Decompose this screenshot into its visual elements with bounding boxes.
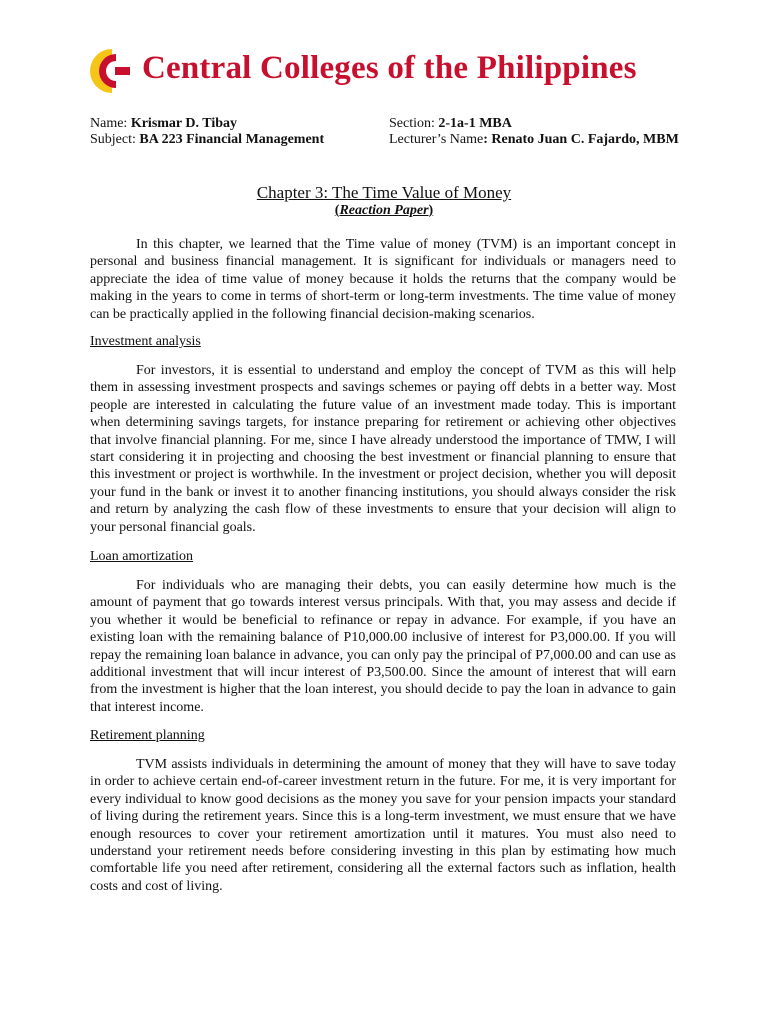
subject: Subject: BA 223 Financial Management	[90, 132, 325, 147]
document-subtitle: (Reaction Paper)	[334, 203, 434, 218]
college-logo-icon	[90, 46, 134, 96]
letterhead	[90, 46, 690, 98]
section: Section: 2-1a-1 MBA	[389, 116, 512, 131]
section-heading-retirement: Retirement planning	[90, 728, 205, 743]
section-body-retirement: TVM assists individuals in determining the amount of money that they will have to save today in order to achieve certain end-of-career investment return in the future. For me, it is very important for every individual to know good decisions as the money you save for your pension impacts your standard of living during the retirement years. Since this is a long-term investment, we must ensure that we have enough resources to cover your retirement amortization until it matures. You must also need to understand your retirement needs before considering investing in this plan by estimating how much comfortable life you need after retirement, considering all the external factors such as inflation, health costs and cost of living.	[90, 757, 676, 894]
lecturer: Lecturer’s Name: Renato Juan C. Fajardo, MBM	[389, 132, 679, 147]
section-body-investment: For investors, it is essential to understand and employ the concept of TVM as this will help them in assessing investment prospects and savings schemes or paying off debts in a better way. Most people are interested in calculating the future value of an investment made today. This is important when determining savings targets, for instance preparing for retirement or achieving other objectives that involve financial planning. For me, since I have already understood the importance of TMW, I will start considering it in projecting and choosing the best investment or financial planning to ensure that this investment or project is worthwhile. In the investment or project decision, whether you will deposit your fund in the bank or invest it to another financing institutions, you should always consider the risk and return by analyzing the cash flow of these investments to ensure that your decision will align to your personal financial goals.	[90, 363, 676, 535]
document-title: Chapter 3: The Time Value of Money	[256, 183, 512, 202]
section-heading-loan: Loan amortization	[90, 549, 194, 564]
section-body-loan: For individuals who are managing their debts, you can easily determine how much is the amount of payment that go towards interest versus principals. With that, you may assess and decide if you whether it would be beneficial to refinance or repay in advance. For example, if you have an existing loan with the remaining balance of P10,000.00 inclusive of interest for P3,000.00. If you will repay the remaining loan balance in advance, you can only pay the principal of P7,000.00 and can use as additional investment that will incur interest of P3,500.00. Since the amount of interest that will earn from the investment is higher that the loan interest, you should decide to pay the loan in advance to gain that interest income.	[90, 578, 676, 715]
section-heading-investment: Investment analysis	[90, 334, 201, 349]
student-name: Name: Krismar D. Tibay	[90, 116, 238, 131]
intro-paragraph: In this chapter, we learned that the Time value of money (TVM) is an important concept in personal and business financial management. It is significant for individuals or managers need to appreciate the idea of time value of money because it holds the returns that the company would be making in the years to come in terms of short-term or long-term investments. The time value of money can be practically applied in the following financial decision-making scenarios.	[90, 237, 676, 322]
college-name: Central Colleges of the Philippines	[142, 50, 637, 86]
